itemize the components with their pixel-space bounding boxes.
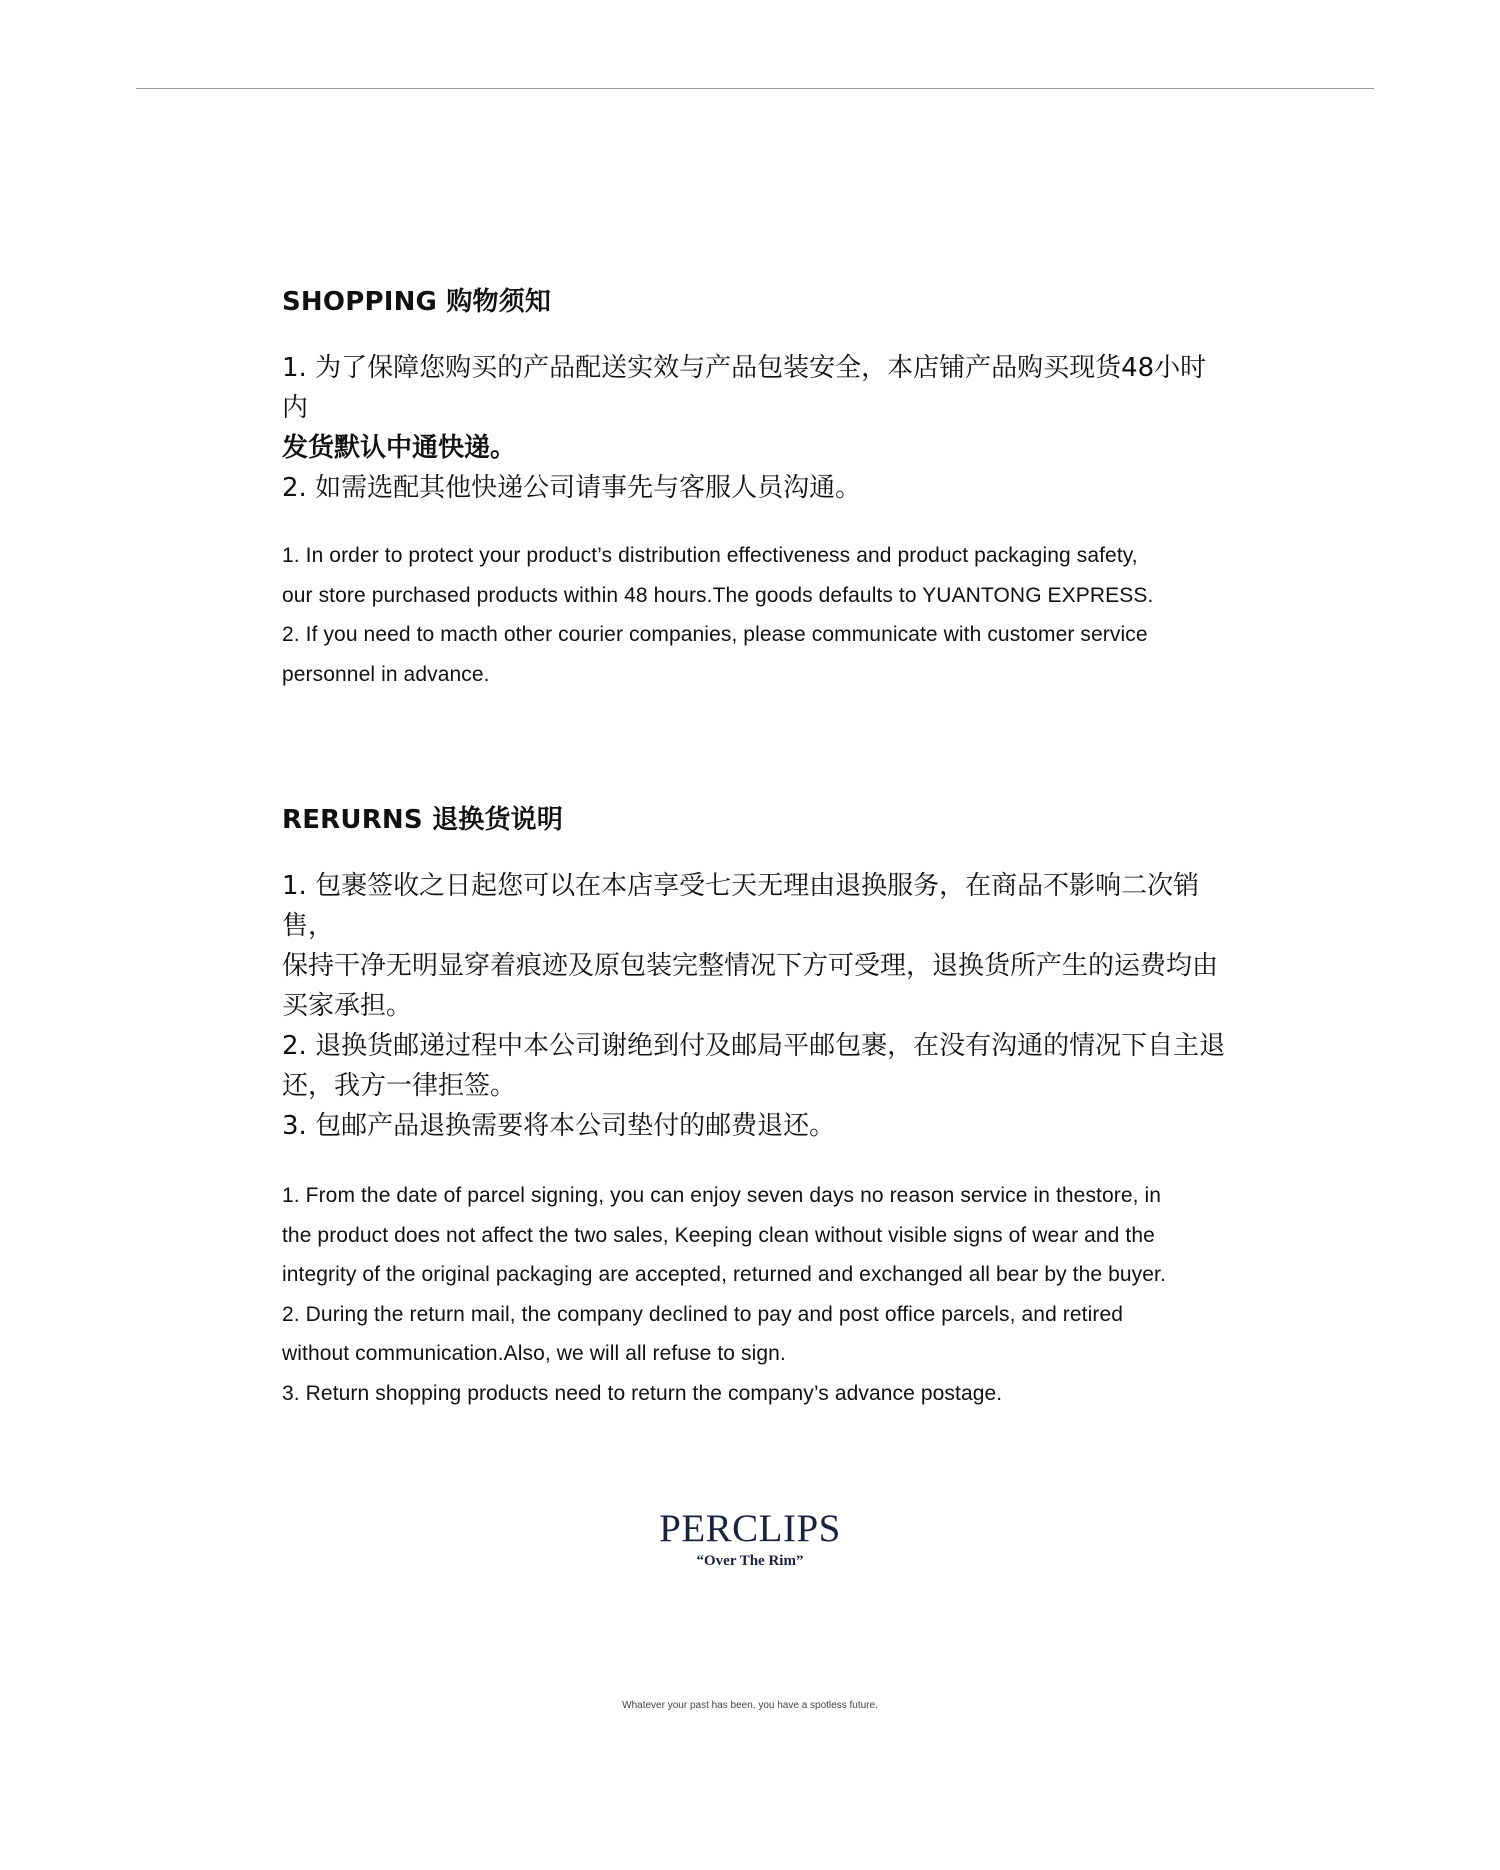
brand-logo <box>0 1508 1500 1570</box>
shopping-zh-line: 1. 为了保障您购买的产品配送实效与产品包装安全，本店铺产品购买现货48小时内 <box>282 353 1207 423</box>
shopping-en-line: our store purchased products within 48 hours.The goods defaults to YUANTONG EXPRESS. <box>282 583 1154 607</box>
document-content <box>282 282 1232 1413</box>
returns-en-text <box>282 1176 1232 1413</box>
returns-zh-line: 1. 包裹签收之日起您可以在本店享受七天无理由退换服务，在商品不影响二次销售， <box>282 871 1200 941</box>
returns-zh-line: 保持干净无明显穿着痕迹及原包装完整情况下方可受理，退换货所产生的运费均由 <box>282 951 1219 981</box>
returns-zh-line: 还，我方一律拒签。 <box>282 1071 517 1101</box>
returns-en-line: 2. During the return mail, the company declined to pay and post office parcels, and retired <box>282 1302 1124 1326</box>
returns-en-line: 3. Return shopping products need to return the company’s advance postage. <box>282 1381 1003 1405</box>
shopping-zh-line: 2. 如需选配其他快递公司请事先与客服人员沟通。 <box>282 473 862 503</box>
shopping-zh-line: 发货默认中通快递。 <box>282 433 517 463</box>
brand-name: PERCLIPS <box>659 1507 841 1550</box>
footer-slogan: Whatever your past has been, you have a spotless future. <box>622 1700 878 1711</box>
returns-zh-line: 2. 退换货邮递过程中本公司谢绝到付及邮局平邮包裹，在没有沟通的情况下自主退 <box>282 1031 1226 1061</box>
shopping-section-title: SHOPPING 购物须知 <box>282 287 552 317</box>
shopping-en-text <box>282 536 1232 694</box>
returns-zh-line: 买家承担。 <box>282 991 413 1021</box>
shopping-zh-text <box>282 348 1232 508</box>
shopping-en-line: 1. In order to protect your product’s distribution effectiveness and product packaging safety, <box>282 544 1138 567</box>
shopping-en-line: personnel in advance. <box>282 662 490 686</box>
returns-en-line: 1. From the date of parcel signing, you can enjoy seven days no reason service in thestore, in <box>282 1184 1162 1207</box>
returns-zh-line: 3. 包邮产品退换需要将本公司垫付的邮费退还。 <box>282 1111 836 1141</box>
returns-en-line: without communication.Also, we will all refuse to sign. <box>282 1342 786 1365</box>
top-divider <box>136 88 1374 89</box>
shopping-en-line: 2. If you need to macth other courier companies, please communicate with customer service <box>282 623 1148 646</box>
returns-zh-text <box>282 866 1232 1146</box>
section-spacer <box>282 694 1232 800</box>
returns-en-line: the product does not affect the two sales, Keeping clean without visible signs of wear and the <box>282 1223 1155 1247</box>
returns-en-line: integrity of the original packaging are accepted, returned and exchanged all bear by the buyer. <box>282 1263 1166 1286</box>
brand-tagline: “Over The Rim” <box>696 1553 804 1569</box>
returns-section-title: RERURNS 退换货说明 <box>282 805 564 835</box>
